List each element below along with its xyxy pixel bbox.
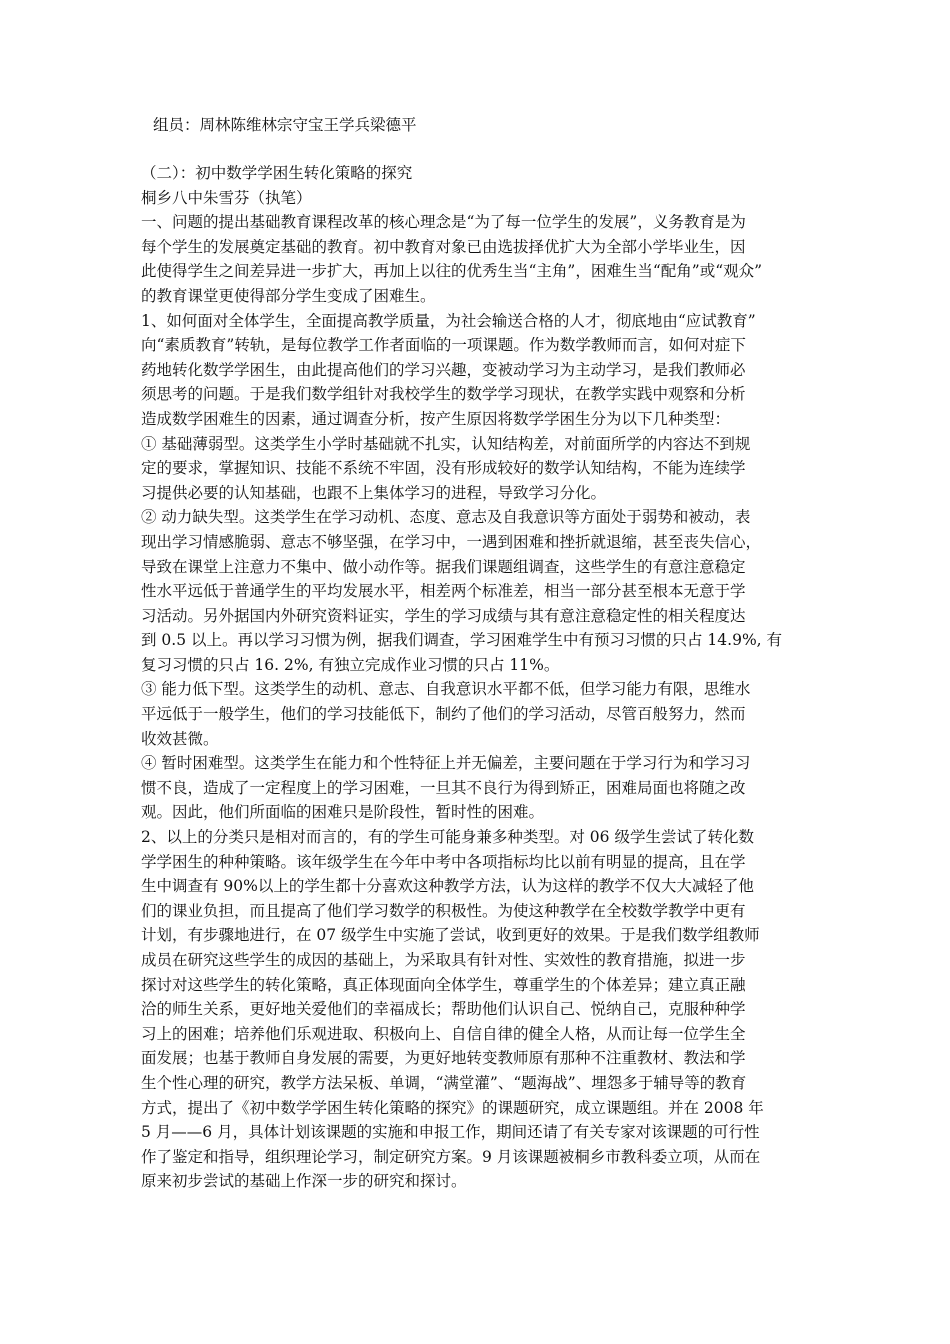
paragraph-line: ② 动力缺失型。这类学生在学习动机、态度、意志及自我意识等方面处于弱势和被动，表 (141, 508, 751, 527)
paragraph-line: 2、以上的分类只是相对而言的，有的学生可能身兼多种类型。对 06 级学生尝试了转化数 (141, 828, 754, 847)
paragraph-line: 性水平远低于普通学生的平均发展水平，相差两个标准差，相当一部分甚至根本无意于学 (141, 582, 746, 601)
paragraph-line: 收效甚微。 (141, 729, 219, 748)
paragraph-line: 到 0.5 以上。再以学习习惯为例，据我们调查，学习困难学生中有预习习惯的只占 14.9%, 有 (141, 631, 783, 650)
paragraph-line: 现出学习情感脆弱、意志不够坚强，在学习中，一遇到困难和挫折就退缩，甚至丧失信心， (141, 532, 762, 551)
author-line: 桐乡八中朱雪芬（执笔） (141, 188, 312, 207)
paragraph-line: 向“素质教育”转轨，是每位教学工作者面临的一项课题。作为数学教师而言，如何对症下 (141, 336, 746, 355)
paragraph-line: 平远低于一般学生，他们的学习技能低下，制约了他们的学习活动，尽管百般努力，然而 (141, 705, 746, 724)
paragraph-line: 作了鉴定和指导，组织理论学习，制定研究方案。9 月该课题被桐乡市教科委立项，从而在 (141, 1147, 761, 1166)
paragraph-line: 们的课业负担，而且提高了他们学习数学的积极性。为使这种教学在全校数学教学中更有 (141, 901, 746, 920)
paragraph-line: 药地转化数学学困生，由此提高他们的学习兴趣，变被动学习为主动学习，是我们教师必 (141, 360, 746, 379)
paragraph-line: 复习习惯的只占 16. 2%, 有独立完成作业习惯的只占 11%。 (141, 655, 560, 674)
paragraph-line: 每个学生的发展奠定基础的教育。初中教育对象已由选拔择优扩大为全部小学毕业生，因 (141, 237, 746, 256)
paragraph-line: 习活动。另外据国内外研究资料证实，学生的学习成绩与其有意注意稳定性的相关程度达 (141, 606, 746, 625)
paragraph-line: 生个性心理的研究，教学方法呆板、单调，“满堂灌”、“题海战”、埋怨多于辅导等的教育 (141, 1073, 747, 1092)
paragraph-line: ④ 暂时困难型。这类学生在能力和个性特征上并无偏差，主要问题在于学习行为和学习习 (141, 754, 751, 773)
paragraph-line: 洽的师生关系，更好地关爱他们的幸福成长；帮助他们认识自己、悦纳自己，克服种种学 (141, 1000, 746, 1019)
paragraph-line: 观。因此，他们所面临的困难只是阶段性，暂时性的困难。 (141, 803, 545, 822)
paragraph-line: 定的要求，掌握知识、技能不系统不牢固，没有形成较好的数学认知结构，不能为连续学 (141, 459, 746, 478)
paragraph-line: 原来初步尝试的基础上作深一步的研究和探讨。 (141, 1172, 467, 1191)
paragraph-line: 惯不良，造成了一定程度上的学习困难，一旦其不良行为得到矫正，困难局面也将随之改 (141, 778, 746, 797)
paragraph-line: 5 月——6 月，具体计划该课题的实施和申报工作，期间还请了有关专家对该课题的可行性 (141, 1123, 760, 1142)
paragraph-line: 须思考的问题。于是我们数学组针对我校学生的数学学习现状，在教学实践中观察和分析 (141, 385, 746, 404)
paragraph-line: 此使得学生之间差异进一步扩大，再加上以往的优秀生当“主角”，困难生当“配角”或“观众” (141, 262, 763, 281)
paragraph-line: ① 基础薄弱型。这类学生小学时基础就不扎实，认知结构差，对前面所学的内容达不到规 (141, 434, 751, 453)
paragraph-line: 计划，有步骤地进行，在 07 级学生中实施了尝试，收到更好的效果。于是我们数学组教师 (141, 926, 760, 945)
paragraph-line: 面发展；也基于教师自身发展的需要，为更好地转变教师原有那种不注重教材、教法和学 (141, 1049, 746, 1068)
paragraph-line: 成员在研究这些学生的成因的基础上，为采取具有针对性、实效性的教育措施，拟进一步 (141, 951, 746, 969)
section-heading: （二）：初中数学学困生转化策略的探究 (141, 164, 413, 182)
paragraph-line: ③ 能力低下型。这类学生的动机、意志、自我意识水平都不低，但学习能力有限，思维水 (141, 680, 751, 699)
paragraph-line: 导致在课堂上注意力不集中、做小动作等。据我们课题组调查，这些学生的有意注意稳定 (141, 557, 746, 576)
paragraph-line: 探讨对这些学生的转化策略，真正体现面向全体学生，尊重学生的个体差异；建立真正融 (141, 975, 746, 994)
paragraph-line: 的教育课堂更使得部分学生变成了困难生。 (141, 286, 436, 305)
body-text (141, 161, 841, 1194)
paragraph-line: 方式，提出了《初中数学学困生转化策略的探究》的课题研究，成立课题组。并在 2008 年 (141, 1098, 764, 1117)
paragraph-line: 习提供必要的认知基础，也跟不上集体学习的进程，导致学习分化。 (141, 483, 607, 502)
paragraph-line: 一、问题的提出基础教育课程改革的核心理念是“为了每一位学生的发展”，义务教育是为 (141, 213, 746, 232)
paragraph-line: 1、如何面对全体学生，全面提高教学质量，为社会输送合格的人才，彻底地由“应试教育” (141, 311, 756, 330)
paragraph-line: 造成数学困难生的因素，通过调查分析，按产生原因将数学学困生分为以下几种类型： (141, 409, 731, 428)
paragraph-line: 习上的困难；培养他们乐观进取、积极向上、自信自律的健全人格，从而让每一位学生全 (141, 1024, 746, 1043)
paragraph-line: 生中调查有 90%以上的学生都十分喜欢这种教学方法，认为这样的教学不仅大大减轻了他 (141, 877, 754, 896)
members-line: 组员：周林陈维林宗守宝王学兵梁德平 (153, 116, 417, 134)
paragraph-line: 学学困生的种种策略。该年级学生在今年中考中各项指标均比以前有明显的提高，且在学 (141, 852, 746, 871)
